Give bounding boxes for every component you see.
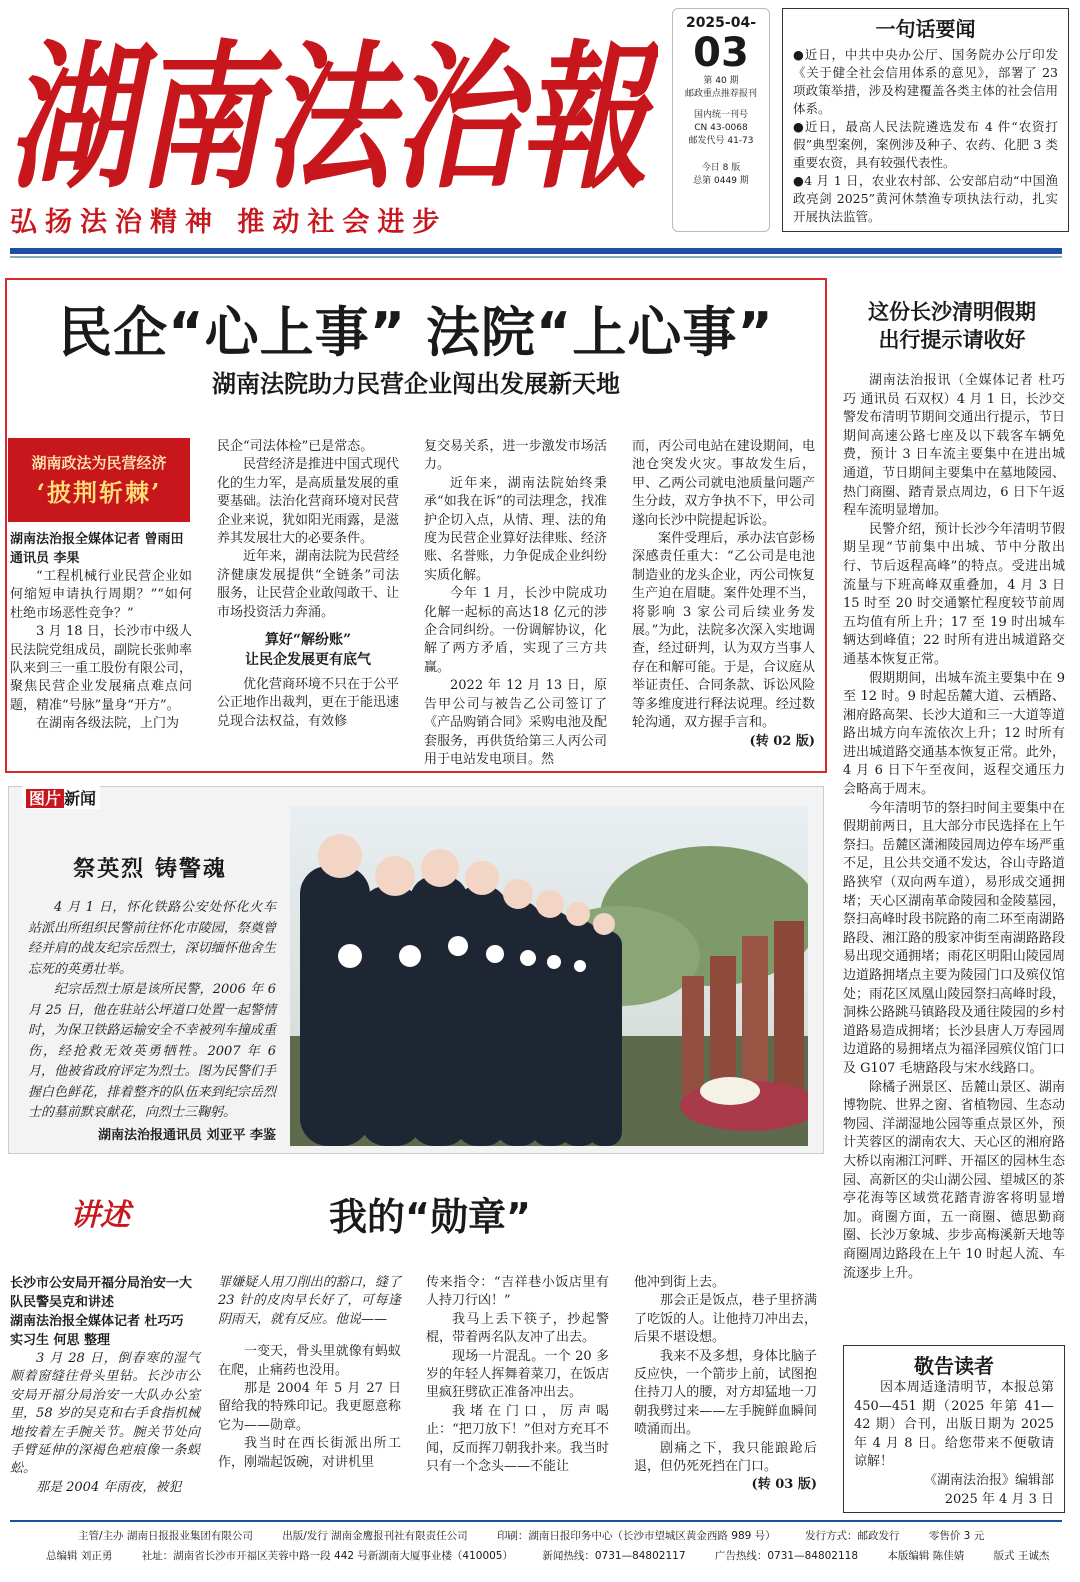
paragraph: 在湖南各级法院，上门为: [36, 716, 180, 732]
lead-column-3: [424, 438, 607, 769]
paragraph: 2022 年 12 月 13 日，原告甲公司与被告乙公司签订了《产品购销合同》采购电池及配套服务，再供货给第三人丙公司用于电站发电项目。然: [424, 678, 607, 767]
date-year-month: 2025-04-: [685, 15, 757, 31]
footer-item: 社址：湖南省长沙市开福区芙蓉中路一段 442 号新湖南大厦事业楼（410005）: [141, 1550, 513, 1562]
memorial-photo-illustration: [290, 806, 808, 1146]
story-column-2: [218, 1274, 401, 1472]
paragraph: 他冲到街上去。: [634, 1275, 726, 1290]
lead-column-2: [217, 438, 399, 731]
lead-column-1: [10, 530, 192, 734]
newspaper-logo: [8, 5, 658, 200]
subhead-line-2: 让民企发展更有底气: [245, 652, 371, 669]
logo-calligraphy: [8, 5, 658, 200]
paragraph: 那是 2004 年 5 月 27 日留给我的特殊印记。我更愿意称它为——勋章。: [218, 1381, 401, 1433]
paragraph: 我马上丢下筷子，抄起警棍，带着两名队友冲了出去。: [426, 1311, 609, 1346]
paragraph: 湖南法治报讯（全媒体记者 杜巧巧 通讯员 石双权）4 月 1 日，长沙交警发布清明节期间交通出行提示，节日期间高速公路七座及以下载客车辆免费，预计 3 日车流主要集中在进出城通道，节日期间主要集中在墓地陵园、热门商圈、踏青景点周边，6 日下午返程车流明显增加。: [843, 373, 1065, 519]
subhead-line-1: 算好“解纷账”: [264, 632, 352, 649]
footer-line-2: [46, 1548, 1075, 1563]
sidebar-article: [843, 372, 1065, 1283]
slogan: 弘扬法治精神 推动社会进步: [10, 207, 448, 238]
paragraph: 除橘子洲景区、岳麓山景区、湖南博物院、世界之窗、省植物园、生态动物园、洋湖湿地公园等重点景区外，预计芙蓉区的湖南农大、天心区的湘府路大桥以南湘江河畔、开福区的园林生态园、高新区的尖山湖公园、望城区的茶亭花海等区域赏花踏青游客将明显增加。商圈方面，五一商圈、德思勤商圈、长沙万象城、步步高梅溪新天地等商圈周边路段在上午 10 时起人流、车流逐步上升。: [843, 1079, 1065, 1281]
paragraph: “工程机械行业民营企业如何缩短申请执行周期？”“如何杜绝市场恶性竞争？”: [10, 569, 192, 621]
page-count: 今日 8 版: [701, 163, 741, 173]
footer-item: 出版/发行 湖南金鹰报刊社有限责任公司: [282, 1530, 468, 1542]
brief-item: ●近日，最高人民法院遴选发布 4 件“农资打假”典型案例，案例涉及种子、农药、化肥 3 类重要农资，具有较强代表性。: [793, 119, 1058, 170]
masthead-rule: [10, 248, 1062, 254]
brief-title: 一句话要闻: [875, 17, 976, 41]
footer-item: 主管/主办 湖南日报报业集团有限公司: [78, 1530, 253, 1542]
footer-item: 版式 王诚杰: [993, 1550, 1050, 1562]
total-issue: 总第 0449 期: [693, 176, 749, 186]
notice-signature: 《湖南法治报》编辑部: [923, 1472, 1054, 1488]
paragraph: 3 月 18 日，长沙市中级人民法院党组成员，副院长张帅率队来到三一重工股份有限公司，聚焦民营企业发展痛点难点问题，精准“号脉”量身“开方”。: [10, 624, 193, 713]
footer-item: 新闻热线：0731—84802117: [542, 1550, 686, 1562]
sidebar-headline[interactable]: [838, 298, 1066, 354]
column-badge: [8, 438, 190, 522]
story-column-4: [634, 1274, 817, 1495]
footer-item: 发行方式：邮政发行: [805, 1530, 900, 1542]
sidebar-headline-line-1: 这份长沙清明假期: [868, 300, 1036, 324]
photo-news-title[interactable]: 祭英烈 铸警魂: [73, 856, 227, 882]
footer-rule: [10, 1520, 1062, 1522]
footer-line-1: [78, 1528, 1010, 1543]
label-rest: 新闻: [64, 789, 97, 808]
lead-byline: [10, 530, 192, 568]
footer-item: 总编辑 刘正勇: [46, 1550, 113, 1562]
paragraph: 近年来，湖南法院为民营经济健康发展提供“全链条”司法服务，让民营企业敢闯敢干、让市场投资活力奔涌。: [217, 549, 400, 620]
paragraph: 4 月 1 日，怀化铁路公安处怀化火车站派出所组织民警前往怀化市陵园，祭奠曾经并肩的战友纪宗岳烈士，深切缅怀他舍生忘死的英勇壮举。: [28, 900, 276, 977]
story-headline[interactable]: 我的“勋章”: [329, 1195, 531, 1239]
cn-number: CN 43-0068: [694, 123, 748, 133]
paragraph: 假期期间，出城车流主要集中在 9 至 12 时。9 时起岳麓大道、云栖路、湘府路高架、长沙大道和三一大道等道路出城方向车流依次上升；12 时所有进出城道路交通基本恢复正常。此外，4 月 6 日下午至夜间，返程交通压力会略高于周末。: [843, 670, 1065, 798]
brief-item: ●4 月 1 日，农业农村部、公安部启动“中国渔政亮剑 2025”黄河休禁渔专项执法行动，扎实开展执法监管。: [793, 173, 1058, 224]
paragraph: 剧痛之下，我只能踉跄后退，但仍死死挡在门口。: [634, 1440, 817, 1475]
date-day: 03: [693, 30, 749, 76]
post-recommend: 邮政重点推荐报刊: [684, 89, 757, 99]
logo-text: 湖南法治報: [8, 26, 658, 200]
brief-item: ●近日，中共中央办公厅、国务院办公厅印发《关于健全社会信用体系的意见》，部署了 23 项政策举措，涉及构建覆盖各类主体的社会信用体系。: [793, 47, 1058, 116]
paragraph: 近年来，湖南法院始终秉承“如我在诉”的司法理念，找准护企切入点，从情、理、法的角度为民营企业算好法律账、经济账、名誉账，力争促成企业纠纷实质化解。: [424, 475, 607, 583]
badge-line-2: ‘披荆斩棘’: [36, 478, 162, 507]
paragraph: 一变天，骨头里就像有蚂蚁在爬，止痛药也没用。: [218, 1344, 401, 1378]
lead-column-4: [632, 438, 815, 751]
continued-link[interactable]: (转 02 版): [749, 733, 815, 749]
lead-subhead: 湖南法院助力民营企业闯出发展新天地: [212, 370, 620, 398]
paragraph: 3 月 28 日，倒春寒的湿气顺着窗缝往骨头里钻。长沙市公安局开福分局治安一大队办公室里，58 岁的吴克和右手食指机械地按着左手腕关节。腕关节处向手臂延伸的深褐色疤痕像一条蜈蚣。: [10, 1351, 200, 1477]
photo-news-caption: [28, 898, 276, 1124]
photo-news-label: [22, 786, 100, 809]
byline-correspondent: 通讯员 李果: [10, 551, 80, 566]
paragraph: 罪嫌疑人用刀削出的豁口，缝了 23 针的皮肉早长好了，可每逢阴雨天，就有反应。他说——: [218, 1275, 401, 1327]
paragraph: 复交易关系，进一步激发市场活力。: [424, 439, 607, 473]
story-column-1: [10, 1350, 200, 1497]
paragraph: 那会正是饭点，巷子里挤满了吃饭的人。让他持刀冲出去，后果不堪设想。: [634, 1293, 817, 1346]
continued-link[interactable]: (转 03 版): [751, 1477, 817, 1493]
byline-narrator: 长沙市公安局开福分局治安一大队民警吴克和讲述: [10, 1276, 193, 1310]
paragraph: 优化营商环境不只在于公平公正地作出裁判，更在于能迅速兑现合法权益，有效修: [217, 677, 400, 729]
issue-date-block: [672, 8, 770, 232]
paragraph: 民营经济是推进中国式现代化的生力军，是高质量发展的重要基础。法治化营商环境对民营企业来说，犹如阳光雨露，是滋养其发展壮大的必要条件。: [217, 457, 400, 547]
cn-label: 国内统一刊号: [693, 110, 748, 120]
byline-reporter: 湖南法治报全媒体记者 杜巧巧: [10, 1314, 184, 1329]
post-code: 邮发代号 41-73: [688, 136, 754, 146]
masthead-rule-thin: [10, 256, 1062, 258]
notice-date: 2025 年 4 月 3 日: [944, 1491, 1054, 1507]
paragraph: 民企“司法体检”已是常态。: [217, 439, 374, 454]
footer-item: 本版编辑 陈佳婧: [887, 1550, 965, 1562]
paragraph: 案件受理后，承办法官彭杨深感责任重大：“乙公司是电池制造业的龙头企业，丙公司恢复生产迫在眉睫。案件处理不当，将影响 3 家公司后续业务发展。”为此，法院多次深入实地调查，经过研判，认为双方当事人存在和解可能。于是，合议庭从举证责任、合同条款、诉讼风险等多维度进行释法说理。经过数轮沟通，双方握手言和。: [632, 531, 815, 731]
news-brief-box: [782, 8, 1069, 232]
paragraph: 传来指令：“吉祥巷小饭店里有人持刀行凶！”: [426, 1275, 609, 1309]
paragraph: 民警介绍，预计长沙今年清明节假期呈现“节前集中出城、节中分散出行、节后返程高峰”的特点。受进出城流量与下班高峰双重叠加，4 月 3 日 15 时至 20 时交通繁忙程度较节前周五均值有所上升；17 至 19 时出城车辆达到峰值；22 时所有进出城道路交通基本恢复正常。: [843, 521, 1065, 667]
lead-headline[interactable]: 民企“心上事” 法院“上心事”: [58, 301, 774, 364]
footer-item: 印刷：湖南日报印务中心（长沙市望城区黄金西路 989 号）: [496, 1530, 776, 1542]
memorial-photo[interactable]: [290, 806, 808, 1146]
paragraph: 而，丙公司电站在建设期间，电池仓突发火灾。事故发生后，甲、乙两公司就电池质量问题产生分歧，双方争执不下，甲公司遂向长沙中院提起诉讼。: [632, 439, 815, 528]
badge-line-1: 湖南政法为民营经济: [31, 454, 167, 472]
photo-credit: 湖南法治报通讯员 刘亚平 李鉴: [97, 1128, 276, 1143]
notice-title: 敬告读者: [914, 1354, 994, 1378]
issue-number: 第 40 期: [703, 76, 739, 86]
paragraph: 那是 2004 年雨夜，被犯: [36, 1479, 182, 1495]
story-column-3: [426, 1274, 609, 1476]
section-subhead: [217, 630, 399, 670]
sidebar-headline-line-2: 出行提示请收好: [878, 328, 1026, 352]
notice-text: 因本周适逢清明节，本报总第 450—451 期（2025 年第 41—42 期）合刊，出版日期为 2025 年 4 月 8 日。给您带来不便敬请谅解！: [854, 1380, 1054, 1470]
story-byline: [10, 1274, 200, 1350]
footer-item: 零售价 3 元: [928, 1530, 985, 1542]
footer-item: 广告热线：0731—84802118: [714, 1550, 859, 1562]
label-red: 图片: [26, 789, 64, 808]
byline-intern: 实习生 何思 整理: [10, 1333, 111, 1348]
paragraph: 我来不及多想，身体比脑子反应快，一个箭步上前，试图抱住持刀人的腰，对方却猛地一刀朝我劈过来——左手腕鲜血瞬间喷涌而出。: [634, 1348, 817, 1438]
paragraph: 今年清明节的祭扫时间主要集中在假期前两日，且大部分市民选择在上午祭扫。岳麓区潇湘陵园周边停车场严重不足，且公共交通不发达，谷山寺路道路狭窄（双向两车道），易形成交通拥堵；天心区湖南革命陵园和金陵墓园，祭扫高峰时段书院路的南二环至南湖路路段、湘江路的殷家冲街至南湖路路段易出现交通拥堵；雨花区明阳山陵园周边道路拥堵点主要为陵园门口及殡仪馆处；雨花区凤凰山陵园祭扫高峰时段，洞株公路跳马镇路段及通往陵园的乡村道路易造成拥堵；长沙县唐人万寿园周边道路的易拥堵点为福泽园殡仪馆门口及 G107 毛塘路段与宋水线路口。: [843, 800, 1065, 1076]
paragraph: 我当时在西长街派出所工作，刚端起饭碗，对讲机里: [218, 1436, 401, 1470]
column-tag: 讲述: [70, 1198, 130, 1233]
paragraph: 现场一片混乱。一个 20 多岁的年轻人挥舞着菜刀，在饭店里疯狂劈砍正准备冲出去。: [426, 1348, 609, 1401]
paragraph: 纪宗岳烈士原是该所民警，2006 年 6 月 25 日，他在驻站公坪道口处置一起警情时，为保卫铁路运输安全不幸被列车撞成重伤，经抢救无效英勇牺牲。2007 年 6 月，他被省政府评定为烈士。图为民警们手握白色鲜花，排着整齐的队伍来到纪宗岳烈士的墓前默哀献花，向烈士三鞠躬。: [28, 982, 276, 1120]
reader-notice-box: [843, 1345, 1065, 1513]
paragraph: 我堵在门口，厉声喝止：“把刀放下！”但对方充耳不闻，反而挥刀朝我扑来。我当时只有一个念头——不能让: [426, 1403, 609, 1475]
paragraph: 今年 1 月，长沙中院成功化解一起标的高达18 亿元的涉企合同纠纷。一份调解协议，化解了两方矛盾，实现了三方共赢。: [424, 586, 607, 675]
brief-items: [783, 42, 1068, 226]
byline-reporter: 湖南法治报全媒体记者 曾雨田: [10, 532, 184, 547]
